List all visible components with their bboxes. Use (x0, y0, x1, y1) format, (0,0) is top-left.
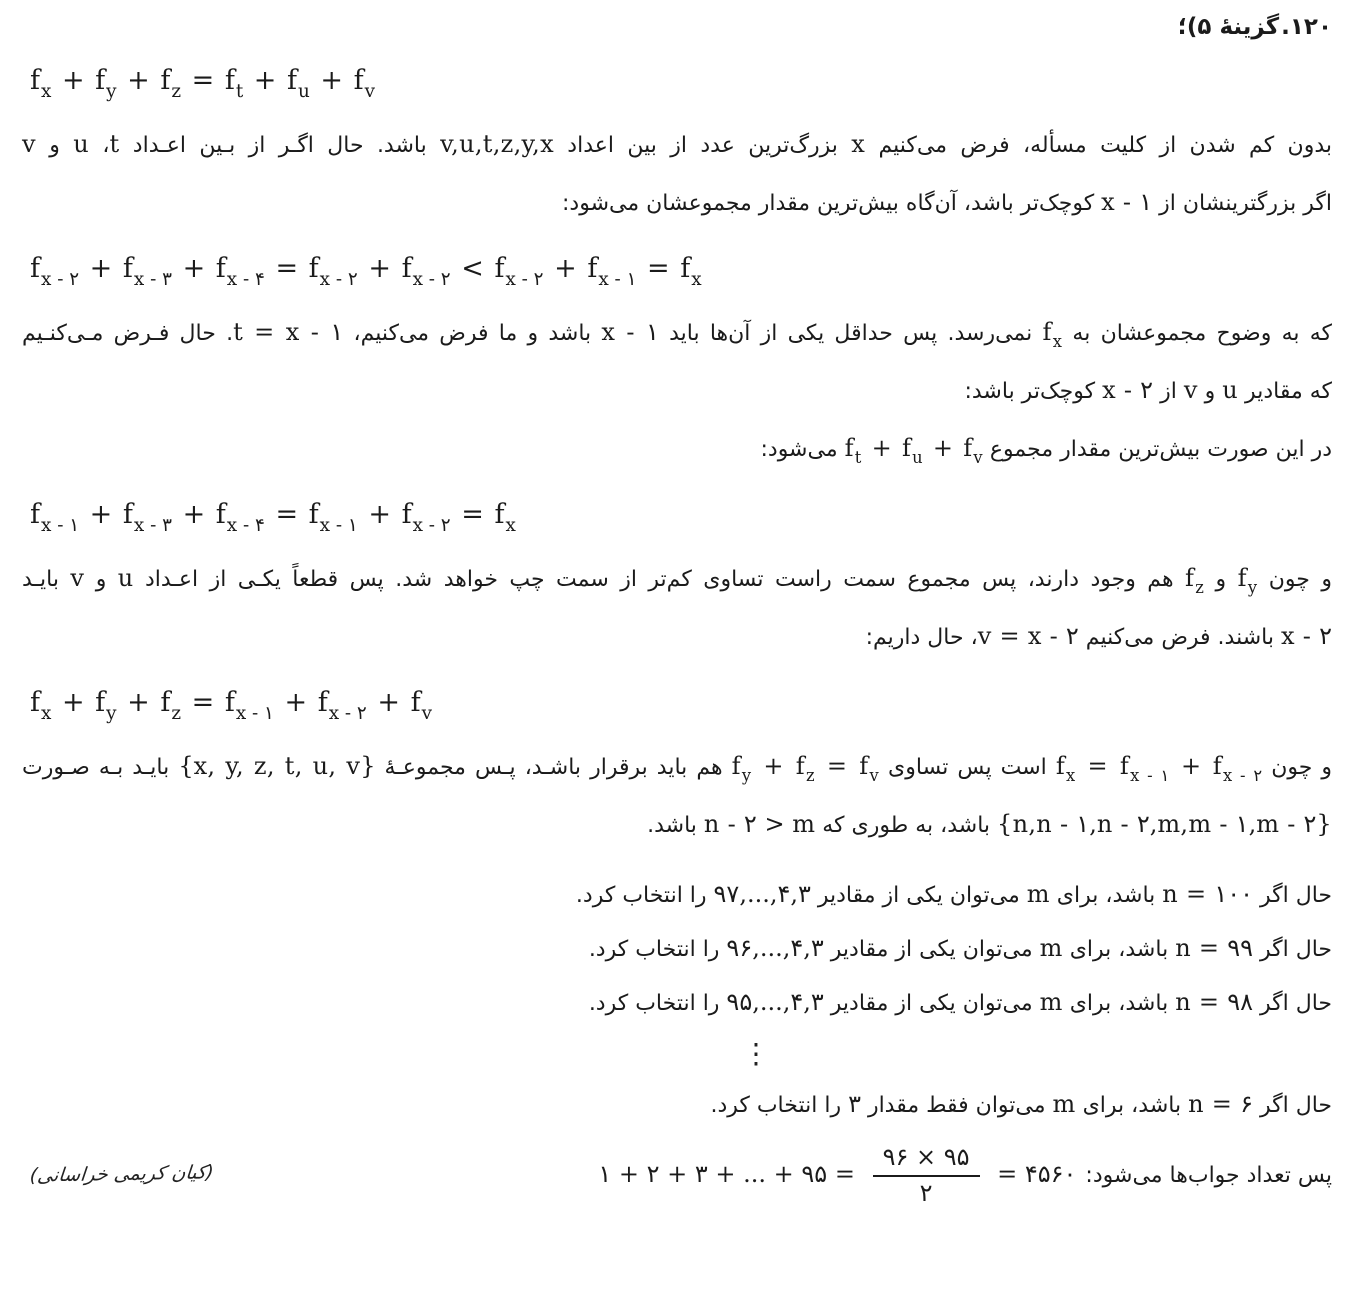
math-subscript: x - ۳ (133, 268, 172, 290)
para-line (22, 868, 1332, 922)
math-inline: v (1183, 376, 1198, 404)
persian-text: را انتخاب کرد. (710, 1093, 849, 1118)
persian-text: و (1197, 379, 1223, 404)
para-line (22, 608, 1332, 666)
persian-text: در این صورت بیش‌ترین مقدار مجموع (982, 437, 1332, 462)
para-max-sum-intro (22, 420, 1332, 478)
math-inline: v (22, 130, 36, 158)
para-line (22, 550, 1332, 608)
math-inline: m (1039, 934, 1063, 962)
persian-text: باشد، برای (1075, 1093, 1189, 1118)
math-symbol: f (122, 253, 133, 284)
math-symbol: f (1119, 752, 1130, 780)
math-operator: + (311, 65, 352, 96)
math-subscript: v (869, 765, 879, 785)
math-operator: = (452, 499, 493, 530)
math-symbol: f (122, 499, 133, 530)
math-inline: x - ۲ (1102, 376, 1154, 404)
math-symbol: f (160, 65, 171, 96)
math-symbol: f (680, 253, 691, 284)
math-subscript: x - ۲ (412, 268, 451, 290)
math-symbol: f (224, 65, 235, 96)
persian-text: و (84, 567, 118, 592)
math-symbol: f (30, 253, 40, 284)
persian-text: است پس تساوی (878, 755, 1056, 780)
math-symbol: f (215, 499, 226, 530)
math-operator: = (266, 499, 307, 530)
persian-text: هم وجود دارند، پس مجموع سمت راست تساوی کم‌تر از سمت چپ خواهد شد. پس قطعاً یکـی از اعـداد (133, 567, 1185, 592)
persian-text: می‌توان یکی از مقادیر (823, 991, 1040, 1016)
fraction (873, 1144, 980, 1207)
persian-text: باشد. (647, 813, 704, 838)
math-inline: n = ۹۹ (1175, 934, 1253, 962)
math-subscript: x - ۱ (235, 702, 274, 724)
math-inline: v = x - ۲ (977, 622, 1079, 650)
math-symbol: f (215, 253, 226, 284)
math-symbol: f (1212, 752, 1222, 780)
math-inline: n - ۲ > m (703, 810, 816, 838)
persian-text: باشد و ما فرض می‌کنیم، (343, 321, 602, 346)
math-inline: n = ۶ (1188, 1090, 1253, 1118)
math-symbol: f (844, 434, 854, 462)
math-operator: + (173, 253, 214, 284)
math-symbol: f (587, 253, 598, 284)
persian-text: و چون (1257, 567, 1332, 592)
persian-text: بایـد بـه صـورت (22, 755, 179, 780)
para-line (22, 1078, 1332, 1132)
math-subscript: t (854, 447, 862, 467)
math-symbol: f (859, 752, 869, 780)
vertical-ellipsis: ⋮ (742, 1037, 770, 1070)
persian-text: باشد، به طوری که (815, 813, 998, 838)
math-subscript: y (1247, 577, 1258, 597)
math-subscript: z (805, 765, 815, 785)
math-inline: u (73, 130, 89, 158)
math-symbol: f (308, 253, 319, 284)
math-inline (844, 434, 983, 467)
persian-text: ، حال داریم: (865, 625, 978, 650)
math-inline: ۹۶,...,۴,۳ (726, 934, 824, 962)
math-operator: + (359, 499, 400, 530)
math-operator: + (545, 253, 586, 284)
math-inline (731, 752, 879, 785)
math-symbol: f (287, 65, 297, 96)
math-subscript: x - ۱ (1130, 765, 1170, 785)
math-operator: ۱ + ۲ + ۳ + ... + ۹۵ = (598, 1160, 863, 1189)
persian-text: می‌شود: (760, 437, 845, 462)
math-subscript: z (171, 80, 182, 102)
persian-text: نمی‌رسد. پس حداقل یکی از آن‌ها باید (658, 321, 1043, 346)
persian-text: که به وضوح مجموعشان به (1062, 321, 1333, 346)
math-symbol: f (160, 687, 171, 718)
persian-text: کوچک‌تر باشد: (964, 379, 1103, 404)
persian-text: اگر بزرگترینشان از (1152, 191, 1332, 216)
math-subscript: x - ۲ (328, 702, 367, 724)
problem-header (22, 10, 1332, 44)
math-inline: ۹۷,...,۴,۳ (713, 880, 811, 908)
persian-text: می‌توان یکی از مقادیر (810, 883, 1027, 908)
math-symbol: f (901, 434, 912, 462)
math-operator: + (368, 687, 409, 718)
math-subscript: x (41, 80, 52, 102)
para-uv-argument (22, 550, 1332, 666)
math-symbol: f (95, 65, 106, 96)
persian-text: و (1204, 567, 1238, 592)
math-symbol: f (353, 65, 364, 96)
math-operator: = (183, 65, 223, 96)
math-operator: + (81, 499, 121, 530)
math-inline: v,u,t,z,y,x (440, 130, 554, 158)
math-operator: + (863, 434, 900, 462)
para-line (22, 420, 1332, 478)
persian-text: می‌توان یکی از مقادیر (823, 937, 1040, 962)
persian-text: بزرگ‌ترین عدد از بین اعداد (553, 133, 852, 158)
persian-text: ، (89, 133, 110, 158)
math-operator: + (1171, 752, 1211, 780)
math-operator: < (452, 253, 493, 284)
math-symbol: f (731, 752, 741, 780)
math-operator: = (266, 253, 307, 284)
formula-bound-case-1 (30, 246, 1332, 292)
fraction-numerator: ۹۶ × ۹۵ (873, 1144, 980, 1177)
math-symbol: f (1042, 318, 1052, 346)
math-inline: ۳ (848, 1090, 861, 1118)
math-subscript: x (691, 268, 702, 290)
final-count (22, 1144, 1332, 1207)
author-signature: (کیان کریمی خراسانی) (28, 1161, 215, 1187)
persian-text: باشد، برای (1049, 883, 1163, 908)
math-operator: = (1077, 752, 1118, 780)
math-inline: u (117, 564, 134, 592)
math-symbol: f (401, 253, 412, 284)
math-inline: t (109, 130, 120, 158)
math-symbol: f (224, 687, 235, 718)
math-operator: + (53, 687, 94, 718)
math-inline: {n,n - ۱,n - ۲,m,m - ۱,m - ۲} (997, 810, 1332, 838)
math-symbol: f (1185, 564, 1195, 592)
math-subscript: z (1195, 577, 1205, 597)
math-operator: + (359, 253, 400, 284)
case-n-98 (22, 976, 1332, 1030)
math-operator: = (638, 253, 679, 284)
math-operator: = ۴۵۶۰ (989, 1160, 1077, 1189)
math-symbol: f (30, 687, 40, 718)
math-symbol: f (795, 752, 805, 780)
math-subscript: t (235, 80, 244, 102)
math-operator: + (275, 687, 316, 718)
math-subscript: x (505, 514, 516, 536)
math-subscript: x (41, 702, 52, 724)
para-line (22, 738, 1332, 796)
math-subscript: u (912, 447, 923, 467)
math-subscript: x - ۳ (133, 514, 172, 536)
math-subscript: v (973, 447, 983, 467)
persian-text: حال اگر (1253, 991, 1332, 1016)
math-subscript: x (1052, 331, 1063, 351)
math-symbol: f (401, 499, 412, 530)
para-wlog-assumption (22, 116, 1332, 232)
math-symbol: f (410, 687, 421, 718)
persian-text: می‌توان فقط مقدار (860, 1093, 1053, 1118)
math-inline: u (1222, 376, 1239, 404)
math-inline: ۹۵,...,۴,۳ (726, 988, 824, 1016)
math-subscript: x - ۲ (505, 268, 544, 290)
math-subscript: z (171, 702, 182, 724)
math-symbol: f (1237, 564, 1247, 592)
math-inline: x - ۱ (1101, 188, 1153, 216)
math-subscript: x - ۴ (226, 514, 265, 536)
persian-text: را انتخاب کرد. (575, 883, 714, 908)
para-line (22, 174, 1332, 232)
persian-text: حال اگر (1253, 1093, 1332, 1118)
math-symbol: f (494, 499, 505, 530)
para-t-assignment (22, 304, 1332, 420)
math-subscript: v (364, 80, 375, 102)
case-n-99 (22, 922, 1332, 976)
math-subscript: v (421, 702, 432, 724)
math-operator: + (753, 752, 794, 780)
math-symbol: f (1055, 752, 1066, 780)
case-n-6 (22, 1078, 1332, 1132)
para-set-structure (22, 738, 1332, 854)
para-line (22, 362, 1332, 420)
math-inline: m (1052, 1090, 1076, 1118)
persian-text: و (35, 133, 74, 158)
math-subscript: y (106, 80, 117, 102)
persian-text: از (1153, 379, 1184, 404)
math-subscript: y (741, 765, 752, 785)
persian-text: و چون (1262, 755, 1332, 780)
math-symbol: f (30, 65, 40, 96)
math-operator: = (183, 687, 223, 718)
math-operator: + (118, 687, 159, 718)
persian-text: که مقادیر (1238, 379, 1332, 404)
problem-option-label: گزینۀ ۵)؛ (1177, 14, 1280, 40)
persian-text: باشد، برای (1062, 937, 1176, 962)
math-operator: + (924, 434, 962, 462)
math-inline: n = ۱۰۰ (1162, 880, 1253, 908)
math-subscript: x - ۱ (319, 514, 358, 536)
para-line (22, 976, 1332, 1030)
math-subscript: x - ۲ (1222, 765, 1263, 785)
math-subscript: x - ۲ (41, 268, 80, 290)
math-inline: v (70, 564, 85, 592)
math-operator: = (816, 752, 858, 780)
math-symbol: f (494, 253, 505, 284)
math-symbol: f (308, 499, 319, 530)
math-inline: x - ۱ (601, 318, 659, 346)
para-line (22, 304, 1332, 362)
math-subscript: x (1066, 765, 1076, 785)
document-body (22, 58, 1332, 1207)
math-subscript: x - ۲ (319, 268, 358, 290)
math-operator: + (118, 65, 159, 96)
math-subscript: x - ۲ (412, 514, 451, 536)
math-symbol: f (963, 434, 973, 462)
para-line (22, 116, 1332, 174)
math-symbol: f (95, 687, 106, 718)
math-inline (1237, 564, 1258, 597)
formula-substituted (30, 680, 1332, 726)
math-subscript: u (298, 80, 310, 102)
persian-text: کوچک‌تر باشد، آن‌گاه بیش‌ترین مقدار مجموعشان می‌شود: (562, 191, 1102, 216)
math-subscript: y (106, 702, 117, 724)
math-inline (1042, 318, 1063, 351)
math-subscript: x - ۱ (598, 268, 637, 290)
persian-text: بدون کم شدن از کلیت مسأله، فرض می‌کنیم (865, 133, 1332, 158)
persian-text: بایـد (22, 567, 71, 592)
math-inline: x (851, 130, 866, 158)
para-line (22, 796, 1332, 854)
persian-text: باشند. فرض می‌کنیم (1078, 625, 1281, 650)
math-inline: m (1026, 880, 1050, 908)
math-operator: + (245, 65, 285, 96)
persian-text: باشد، برای (1062, 991, 1176, 1016)
persian-text: حال اگر (1253, 883, 1332, 908)
math-inline: x - ۲ (1281, 622, 1332, 650)
fraction-denominator: ۲ (919, 1178, 933, 1207)
math-inline: n = ۹۸ (1175, 988, 1253, 1016)
math-inline (1055, 752, 1263, 785)
math-operator: + (53, 65, 94, 96)
case-n-100 (22, 868, 1332, 922)
formula-bound-case-2 (30, 492, 1332, 538)
math-inline: {x, y, z, t, u, v} (178, 752, 376, 780)
math-symbol: f (30, 499, 40, 530)
math-symbol: f (317, 687, 328, 718)
math-operator: + (173, 499, 214, 530)
persian-text: را انتخاب کرد. (588, 937, 727, 962)
persian-text: . حال فـرض مـی‌کنـیم (22, 321, 234, 346)
math-inline: m (1039, 988, 1063, 1016)
formula-main-equation (30, 58, 1332, 104)
math-inline: t = x - ۱ (233, 318, 344, 346)
para-line (22, 1144, 1332, 1207)
persian-text: حال اگر (1253, 937, 1332, 962)
persian-text: باشد. حال اگـر از بـین اعـداد (119, 133, 441, 158)
persian-text: پس تعداد جواب‌ها می‌شود: (1078, 1163, 1332, 1189)
persian-text: هم باید برقرار باشـد، پـس مجموعـۀ (375, 755, 732, 780)
problem-number: ۱۲۰. (1281, 14, 1332, 40)
math-subscript: x - ۴ (226, 268, 265, 290)
math-inline (1185, 564, 1205, 597)
persian-text: را انتخاب کرد. (588, 991, 727, 1016)
math-operator: + (81, 253, 121, 284)
para-line (22, 922, 1332, 976)
math-subscript: x - ۱ (41, 514, 80, 536)
